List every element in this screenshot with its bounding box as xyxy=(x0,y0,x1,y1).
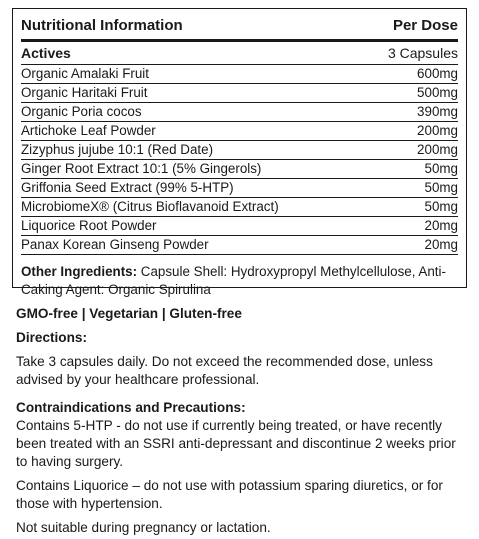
ingredient-amount: 200mg xyxy=(417,123,458,138)
per-dose-label: Per Dose xyxy=(392,17,458,34)
ingredient-amount: 200mg xyxy=(417,142,458,157)
ingredient-row xyxy=(21,236,458,255)
ingredient-name: MicrobiomeX® (Citrus Bioflavanoid Extract) xyxy=(21,199,279,214)
actives-label: Actives xyxy=(21,45,71,61)
ingredient-amount: 20mg xyxy=(424,237,458,252)
ingredient-row xyxy=(21,160,458,179)
ingredient-amount: 390mg xyxy=(417,104,458,119)
ingredient-name: Organic Haritaki Fruit xyxy=(21,85,148,100)
ingredient-amount: 50mg xyxy=(424,180,458,195)
ingredient-row xyxy=(21,84,458,103)
ingredient-name: Ginger Root Extract 10:1 (5% Gingerols) xyxy=(21,161,262,176)
ingredient-name: Organic Poria cocos xyxy=(21,104,142,119)
actives-row xyxy=(21,43,458,65)
ingredient-amount: 50mg xyxy=(424,199,458,214)
nutrition-panel xyxy=(12,8,467,297)
contraindication-liquorice: Contains Liquorice – do not use with potassium sparing diuretics, or for those with hypertension. xyxy=(16,478,443,511)
ingredient-name: Liquorice Root Powder xyxy=(21,218,157,233)
ingredient-name: Artichoke Leaf Powder xyxy=(21,123,156,138)
ingredient-row xyxy=(21,217,458,236)
ingredient-name: Griffonia Seed Extract (99% 5-HTP) xyxy=(21,180,234,195)
actives-dose: 3 Capsules xyxy=(387,45,458,61)
panel-title: Nutritional Information xyxy=(21,17,183,34)
ingredient-row xyxy=(21,179,458,198)
ingredient-row xyxy=(21,198,458,217)
ingredient-amount: 50mg xyxy=(424,161,458,176)
ingredient-name: Panax Korean Ginseng Powder xyxy=(21,237,209,252)
ingredient-row xyxy=(21,65,458,84)
ingredient-amount: 500mg xyxy=(417,85,458,100)
contraindications-heading: Contraindications and Precautions: xyxy=(16,400,246,415)
directions-text: Take 3 capsules daily. Do not exceed the recommended dose, unless advised by your healthcare professional. xyxy=(16,354,433,387)
pregnancy-warning: Not suitable during pregnancy or lactation. xyxy=(16,520,271,535)
ingredient-row xyxy=(21,141,458,160)
ingredient-row xyxy=(21,122,458,141)
ingredient-amount: 20mg xyxy=(424,218,458,233)
ingredient-row xyxy=(21,103,458,122)
directions-heading: Directions: xyxy=(16,330,88,345)
ingredient-name: Zizyphus jujube 10:1 (Red Date) xyxy=(21,142,214,157)
other-ingredients xyxy=(21,263,458,299)
ingredient-amount: 600mg xyxy=(417,66,458,81)
other-ingredients-label: Other Ingredients: xyxy=(21,264,138,279)
dietary-claims: GMO-free | Vegetarian | Gluten-free xyxy=(16,306,242,321)
other-ingredients-text: Capsule Shell: Hydroxypropyl Methylcellulose, Anti-Caking Agent: Organic Spirulina xyxy=(21,264,446,297)
ingredient-name: Organic Amalaki Fruit xyxy=(21,66,149,81)
panel-header xyxy=(21,16,458,42)
product-info xyxy=(16,305,468,537)
contraindication-5htp: Contains 5-HTP - do not use if currently being treated, or have recently been treated with an SSRI anti-depressant and discontinue 2 weeks prior to having surgery. xyxy=(16,418,456,469)
